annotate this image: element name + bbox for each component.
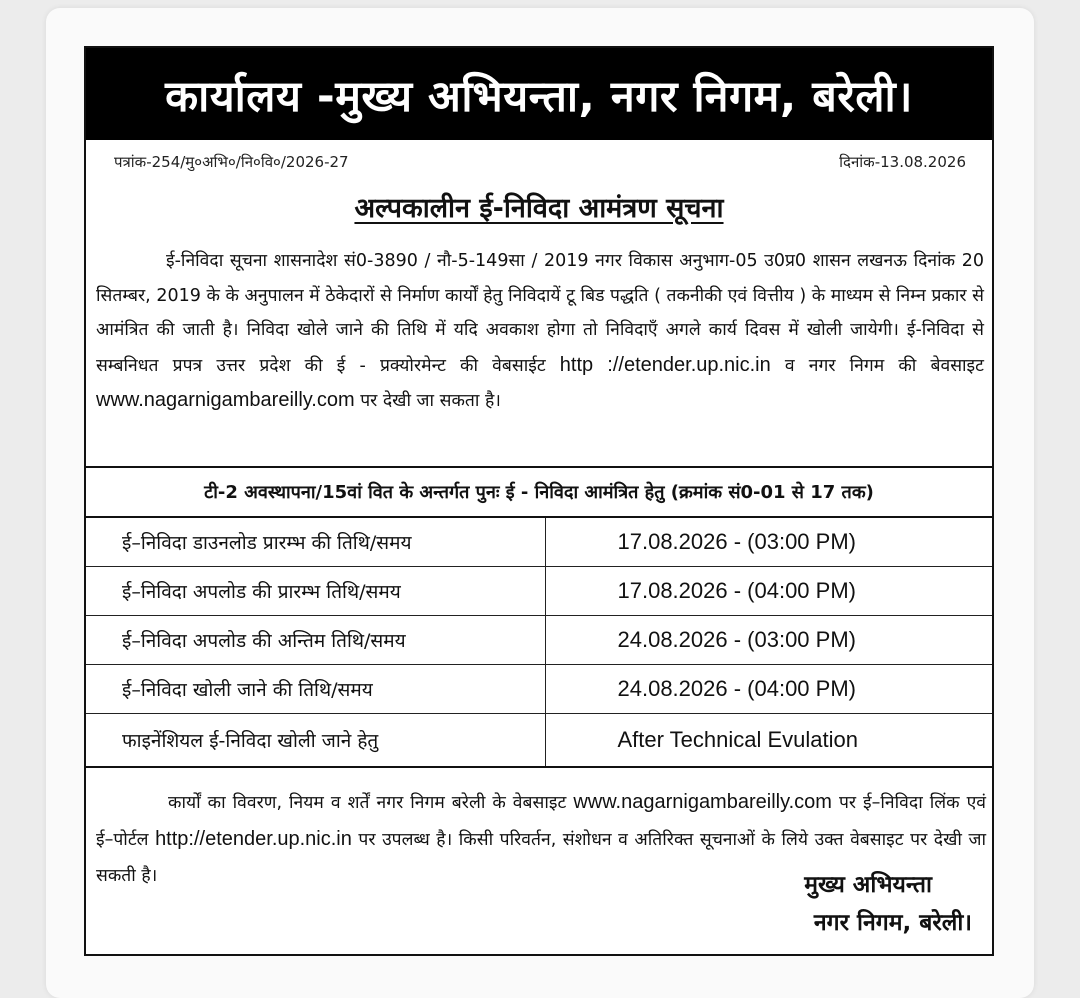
- schedule-value: 24.08.2026 - (03:00 PM): [545, 616, 992, 665]
- table-row: [86, 665, 992, 714]
- intro-text-3: पर देखी जा सकता है।: [354, 391, 501, 411]
- signatory-office: नगर निगम, बरेली।: [813, 910, 972, 936]
- table-row: [86, 616, 992, 665]
- schedule-table: [86, 518, 992, 768]
- intro-text-2: व नगर निगम की बेवसाइट: [770, 355, 984, 376]
- section-title: टी-2 अवस्थापना/15वां वित के अन्तर्गत पुनः ई - निविदा आमंत्रित हेतु (क्रमांक सं0-01 से 17 तक): [86, 466, 992, 518]
- footer-text-1: कार्यों का विवरण, नियम व शर्तें नगर निगम बरेली के वेबसाइट: [168, 793, 574, 813]
- table-row: [86, 714, 992, 768]
- notice-heading: अल्पकालीन ई-निविदा आमंत्रण सूचना: [354, 193, 724, 224]
- reference-number: पत्रांक-254/मु०अभि०/नि०वि०/2026-27: [114, 153, 349, 171]
- schedule-value: After Technical Evulation: [545, 714, 992, 768]
- footer-text-3: पर उपलब्ध है। किसी परिवर्तन, संशोधन व अतिरिक्त सूचनाओं के लिये उक्त वेबसाइट पर देखी जा सकती है।: [96, 830, 986, 886]
- schedule-value: 24.08.2026 - (04:00 PM): [545, 665, 992, 714]
- notice-date: दिनांक-13.08.2026: [839, 153, 966, 171]
- schedule-value: 17.08.2026 - (03:00 PM): [545, 518, 992, 567]
- footer-text-2: पर ई–निविदा लिंक एवं ई–पोर्टल: [96, 793, 986, 850]
- intro-paragraph: [96, 244, 984, 419]
- schedule-label: ई–निविदा अपलोड की अन्तिम तिथि/समय: [86, 616, 545, 665]
- nagar-nigam-website-link[interactable]: www.nagarnigambareilly.com: [96, 389, 355, 411]
- signatory-title: मुख्य अभियन्ता: [804, 872, 932, 898]
- etender-link[interactable]: http ://etender.up.nic.in: [559, 353, 771, 376]
- schedule-label: ई–निविदा डाउनलोड प्रारम्भ की तिथि/समय: [86, 518, 545, 567]
- etender-link[interactable]: http://etender.up.nic.in: [155, 828, 352, 850]
- signature-block: [804, 866, 972, 942]
- schedule-label: ई–निविदा खोली जाने की तिथि/समय: [86, 665, 545, 714]
- schedule-value: 17.08.2026 - (04:00 PM): [545, 567, 992, 616]
- schedule-label: फाइनेंशियल ई-निविदा खोली जाने हेतु: [86, 714, 545, 768]
- schedule-label: ई–निविदा अपलोड की प्रारम्भ तिथि/समय: [86, 567, 545, 616]
- intro-text-1: ई-निविदा सूचना शासनादेश सं0-3890 / नौ-5-149सा / 2019 नगर विकास अनुभाग-05 उ0प्र0 शासन लखनऊ दिनांक 20 सितम्बर, 2019 के के अनुपालन में ठेकेदारों से निर्माण कार्यों हेतु निविदायें टू बिड पद्धति ( तकनीकी एवं वित्तीय ) के माध्यम से निम्न प्रकार से आमंत्रित की जाती है। निविदा खोले जाने की तिथि में यदि अवकाश होगा तो निविदाएँ अगले कार्य दिवस में खोली जायेगी। ई-निविदा से सम्बनिधत प्रपत्र उत्तर प्रदेश की ई - प्रक्योरमेन्ट की वेबसाईट: [96, 251, 984, 376]
- nagar-nigam-website-link[interactable]: www.nagarnigambareilly.com: [573, 791, 832, 813]
- tender-notice: [84, 46, 994, 956]
- office-title-banner: कार्यालय -मुख्य अभियन्ता, नगर निगम, बरेली।: [86, 48, 992, 140]
- table-row: [86, 518, 992, 567]
- table-row: [86, 567, 992, 616]
